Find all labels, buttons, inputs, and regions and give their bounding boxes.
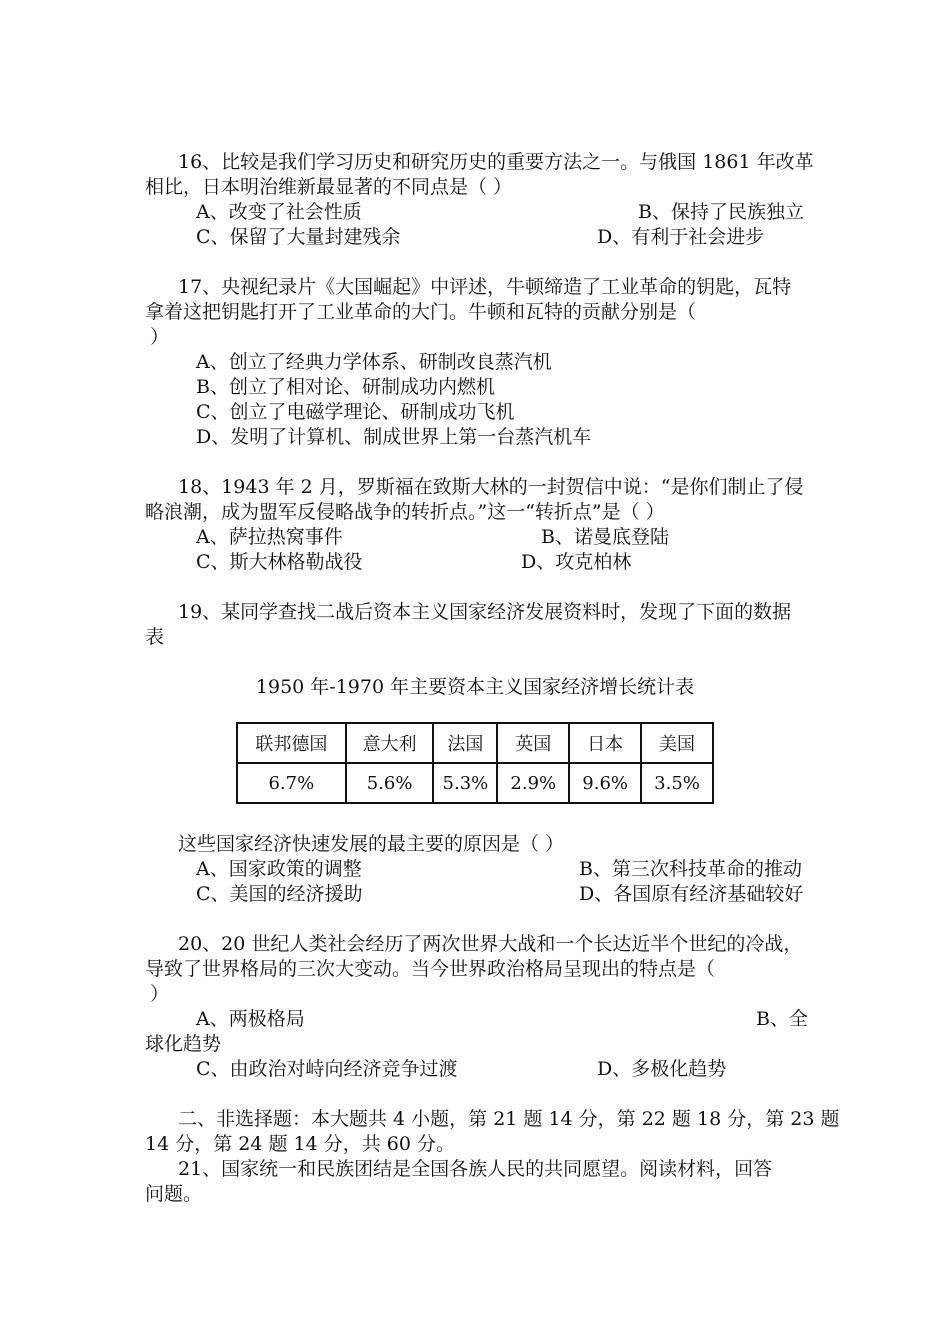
- q20-option-b-part2: 球化趋势: [145, 1033, 222, 1055]
- q19-table-title: 1950 年-1970 年主要资本主义国家经济增长统计表: [255, 676, 695, 698]
- q17-stem-line3: ）: [150, 326, 170, 348]
- q17-option-c: C、创立了电磁学理论、研制成功飞机: [196, 401, 515, 423]
- q19-option-c: C、美国的经济援助: [196, 883, 363, 905]
- q20-stem-line3: ）: [150, 983, 170, 1005]
- q20-option-a: A、两极格局: [196, 1008, 305, 1030]
- q20-option-b-part1: B、全: [756, 1008, 808, 1030]
- q20-option-c: C、由政治对峙向经济竞争过渡: [196, 1058, 458, 1080]
- q16-option-a: A、改变了社会性质: [196, 201, 362, 223]
- q18-stem-line2: 略浪潮，成为盟军反侵略战争的转折点。”这一“转折点”是（ ）: [145, 501, 665, 523]
- q16-stem-line1: 16、比较是我们学习历史和研究历史的重要方法之一。与俄国 1861 年改革: [178, 151, 814, 173]
- q16-option-d: D、有利于社会进步: [597, 226, 765, 248]
- q17-stem-line1: 17、央视纪录片《大国崛起》中评述，牛顿缔造了工业革命的钥匙，瓦特: [178, 276, 792, 298]
- q17-stem-line2: 拿着这把钥匙打开了工业革命的大门。牛顿和瓦特的贡献分别是（: [145, 301, 697, 323]
- growth-table: [236, 722, 714, 804]
- q19-question: 这些国家经济快速发展的最主要的原因是（ ）: [178, 833, 565, 855]
- q19-option-d: D、各国原有经济基础较好: [579, 883, 804, 905]
- q21-stem-line2: 问题。: [145, 1183, 203, 1205]
- table-header-cell: 联邦德国: [237, 723, 346, 763]
- q16-option-c: C、保留了大量封建残余: [196, 226, 401, 248]
- q21-stem-line1: 21、国家统一和民族团结是全国各族人民的共同愿望。阅读材料，回答: [178, 1158, 773, 1180]
- q20-stem-line2: 导致了世界格局的三次大变动。当今世界政治格局呈现出的特点是（: [145, 958, 716, 980]
- table-header-cell: 英国: [497, 723, 569, 763]
- table-cell: 6.7%: [237, 763, 346, 803]
- q17-option-b: B、创立了相对论、研制成功内燃机: [196, 376, 495, 398]
- q18-option-c: C、斯大林格勒战役: [196, 551, 363, 573]
- section2-intro-line2: 14 分，第 24 题 14 分，共 60 分。: [145, 1133, 455, 1155]
- table-header-row: [237, 723, 713, 763]
- table-cell: 9.6%: [569, 763, 641, 803]
- q18-stem-line1: 18、1943 年 2 月，罗斯福在致斯大林的一封贺信中说：“是你们制止了侵: [178, 476, 804, 498]
- table-cell: 2.9%: [497, 763, 569, 803]
- q19-stem-line2: 表: [145, 626, 165, 648]
- q17-option-a: A、创立了经典力学体系、研制改良蒸汽机: [196, 351, 552, 373]
- table-cell: 5.6%: [346, 763, 434, 803]
- q16-option-b: B、保持了民族独立: [638, 201, 804, 223]
- q20-option-d: D、多极化趋势: [597, 1058, 727, 1080]
- q18-option-a: A、萨拉热窝事件: [196, 526, 343, 548]
- q20-stem-line1: 20、20 世纪人类社会经历了两次世界大战和一个长达近半个世纪的冷战，: [178, 933, 803, 955]
- table-header-cell: 美国: [641, 723, 713, 763]
- q18-option-b: B、诺曼底登陆: [541, 526, 669, 548]
- q16-stem-line2: 相比，日本明治维新最显著的不同点是（ ）: [145, 176, 513, 198]
- table-header-cell: 日本: [569, 723, 641, 763]
- table-header-cell: 法国: [433, 723, 497, 763]
- table-cell: 3.5%: [641, 763, 713, 803]
- q19-stem-line1: 19、某同学查找二战后资本主义国家经济发展资料时，发现了下面的数据: [178, 601, 792, 623]
- table-row: [237, 763, 713, 803]
- q19-option-a: A、国家政策的调整: [196, 858, 362, 880]
- section2-intro-line1: 二、非选择题：本大题共 4 小题，第 21 题 14 分，第 22 题 18 分，第 23 题: [178, 1108, 840, 1130]
- q18-option-d: D、攻克柏林: [521, 551, 632, 573]
- table-cell: 5.3%: [433, 763, 497, 803]
- q17-option-d: D、发明了计算机、制成世界上第一台蒸汽机车: [196, 426, 592, 448]
- q19-option-b: B、第三次科技革命的推动: [579, 858, 802, 880]
- table-header-cell: 意大利: [346, 723, 434, 763]
